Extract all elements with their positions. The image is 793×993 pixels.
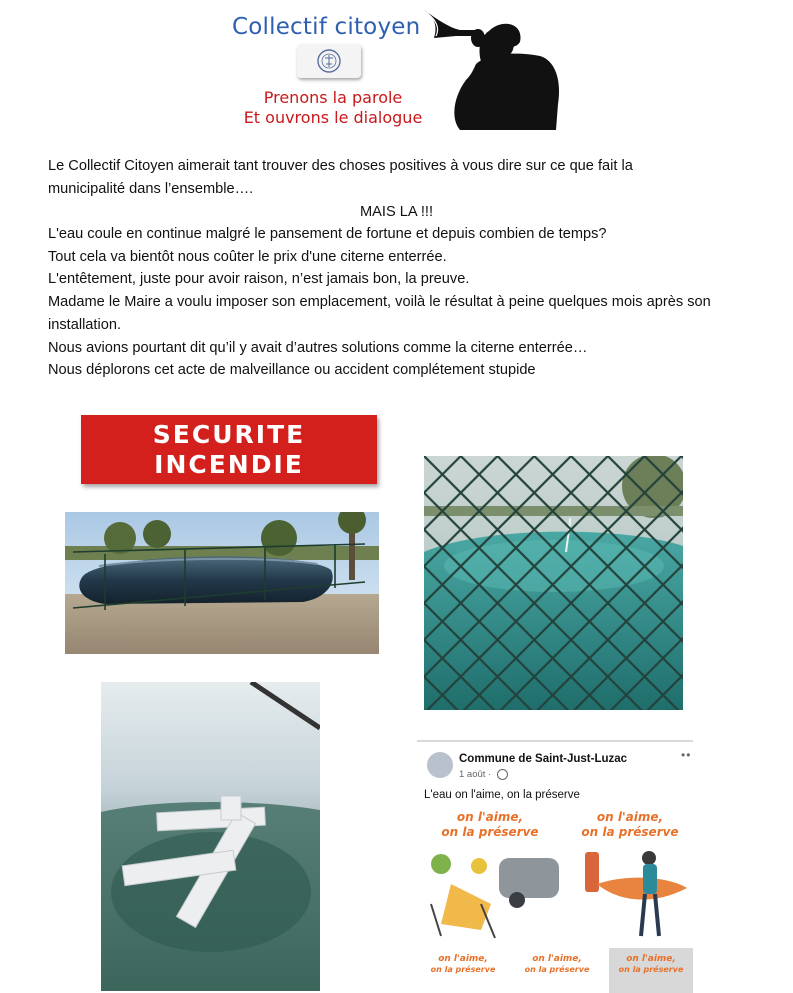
more-dots-icon[interactable]: ••: [681, 748, 692, 762]
thumb-1-line-2: on la préserve: [430, 965, 496, 974]
campaign-thumb-2[interactable]: [513, 948, 601, 993]
water-tank-photo: [65, 512, 379, 654]
campaign-tile-1[interactable]: [421, 804, 559, 944]
thumb-3-line-2: on la préserve: [618, 965, 684, 974]
thumb-1-line-1: on l'aime,: [438, 954, 488, 964]
thumb-3-line-1: on l'aime,: [626, 954, 676, 964]
text-line-9: Nous avions pourtant dit qu’il y avait d’autres solutions comme la citerne enterrée…: [48, 340, 588, 356]
facebook-post-card[interactable]: [417, 740, 693, 993]
page-avatar[interactable]: [427, 752, 453, 778]
tile-1-line-2: on la préserve: [441, 825, 539, 839]
text-line-6: L'entêtement, juste pour avoir raison, n’est jamais bon, la preuve.: [48, 271, 470, 287]
text-line-1: Le Collectif Citoyen aimerait tant trouver des choses positives à vous dire sur ce que fait la: [48, 158, 633, 174]
tile-2-line-2: on la préserve: [581, 825, 679, 839]
campaign-tile-2[interactable]: [567, 804, 693, 944]
securite-incendie-banner: [81, 415, 377, 484]
fence-water-leak-photo: [424, 456, 683, 710]
taped-patch-photo: [101, 682, 320, 991]
brand-title: Collectif citoyen: [232, 14, 421, 40]
text-line-8: installation.: [48, 317, 122, 333]
text-line-3: MAIS LA !!!: [360, 204, 433, 220]
text-line-2: municipalité dans l’ensemble….: [48, 181, 254, 197]
tile-1-line-1: on l'aime,: [456, 810, 524, 824]
text-line-5: Tout cela va bientôt nous coûter le prix d'une citerne enterrée.: [48, 249, 447, 265]
trumpeter-icon: [420, 8, 565, 130]
banner-line-2: INCENDIE: [154, 450, 304, 479]
campaign-thumb-1[interactable]: [421, 948, 505, 993]
post-text: L'eau on l'aime, on la préserve: [424, 789, 580, 801]
banner-line-1: SECURITE: [152, 420, 306, 449]
text-line-7: Madame le Maire a voulu imposer son emplacement, voilà le résultat à peine quelques mois après son: [48, 294, 711, 310]
post-date[interactable]: 1 août ·: [459, 769, 492, 780]
globe-icon: [497, 769, 508, 780]
slogan-line-1: Prenons la parole: [263, 88, 403, 107]
tile-2-line-1: on l'aime,: [596, 810, 664, 824]
thumb-2-line-2: on la préserve: [524, 965, 590, 974]
text-line-4: L'eau coule en continue malgré le pansement de fortune et depuis combien de temps?: [48, 226, 607, 242]
slogan-line-2: Et ouvrons le dialogue: [243, 108, 423, 127]
thumb-2-line-1: on l'aime,: [532, 954, 582, 964]
page-name-link[interactable]: Commune de Saint-Just-Luzac: [459, 753, 628, 765]
text-line-10: Nous déplorons cet acte de malveillance ou accident complétement stupide: [48, 362, 536, 378]
campaign-thumb-3[interactable]: [609, 948, 693, 993]
seal-logo: [297, 44, 361, 78]
